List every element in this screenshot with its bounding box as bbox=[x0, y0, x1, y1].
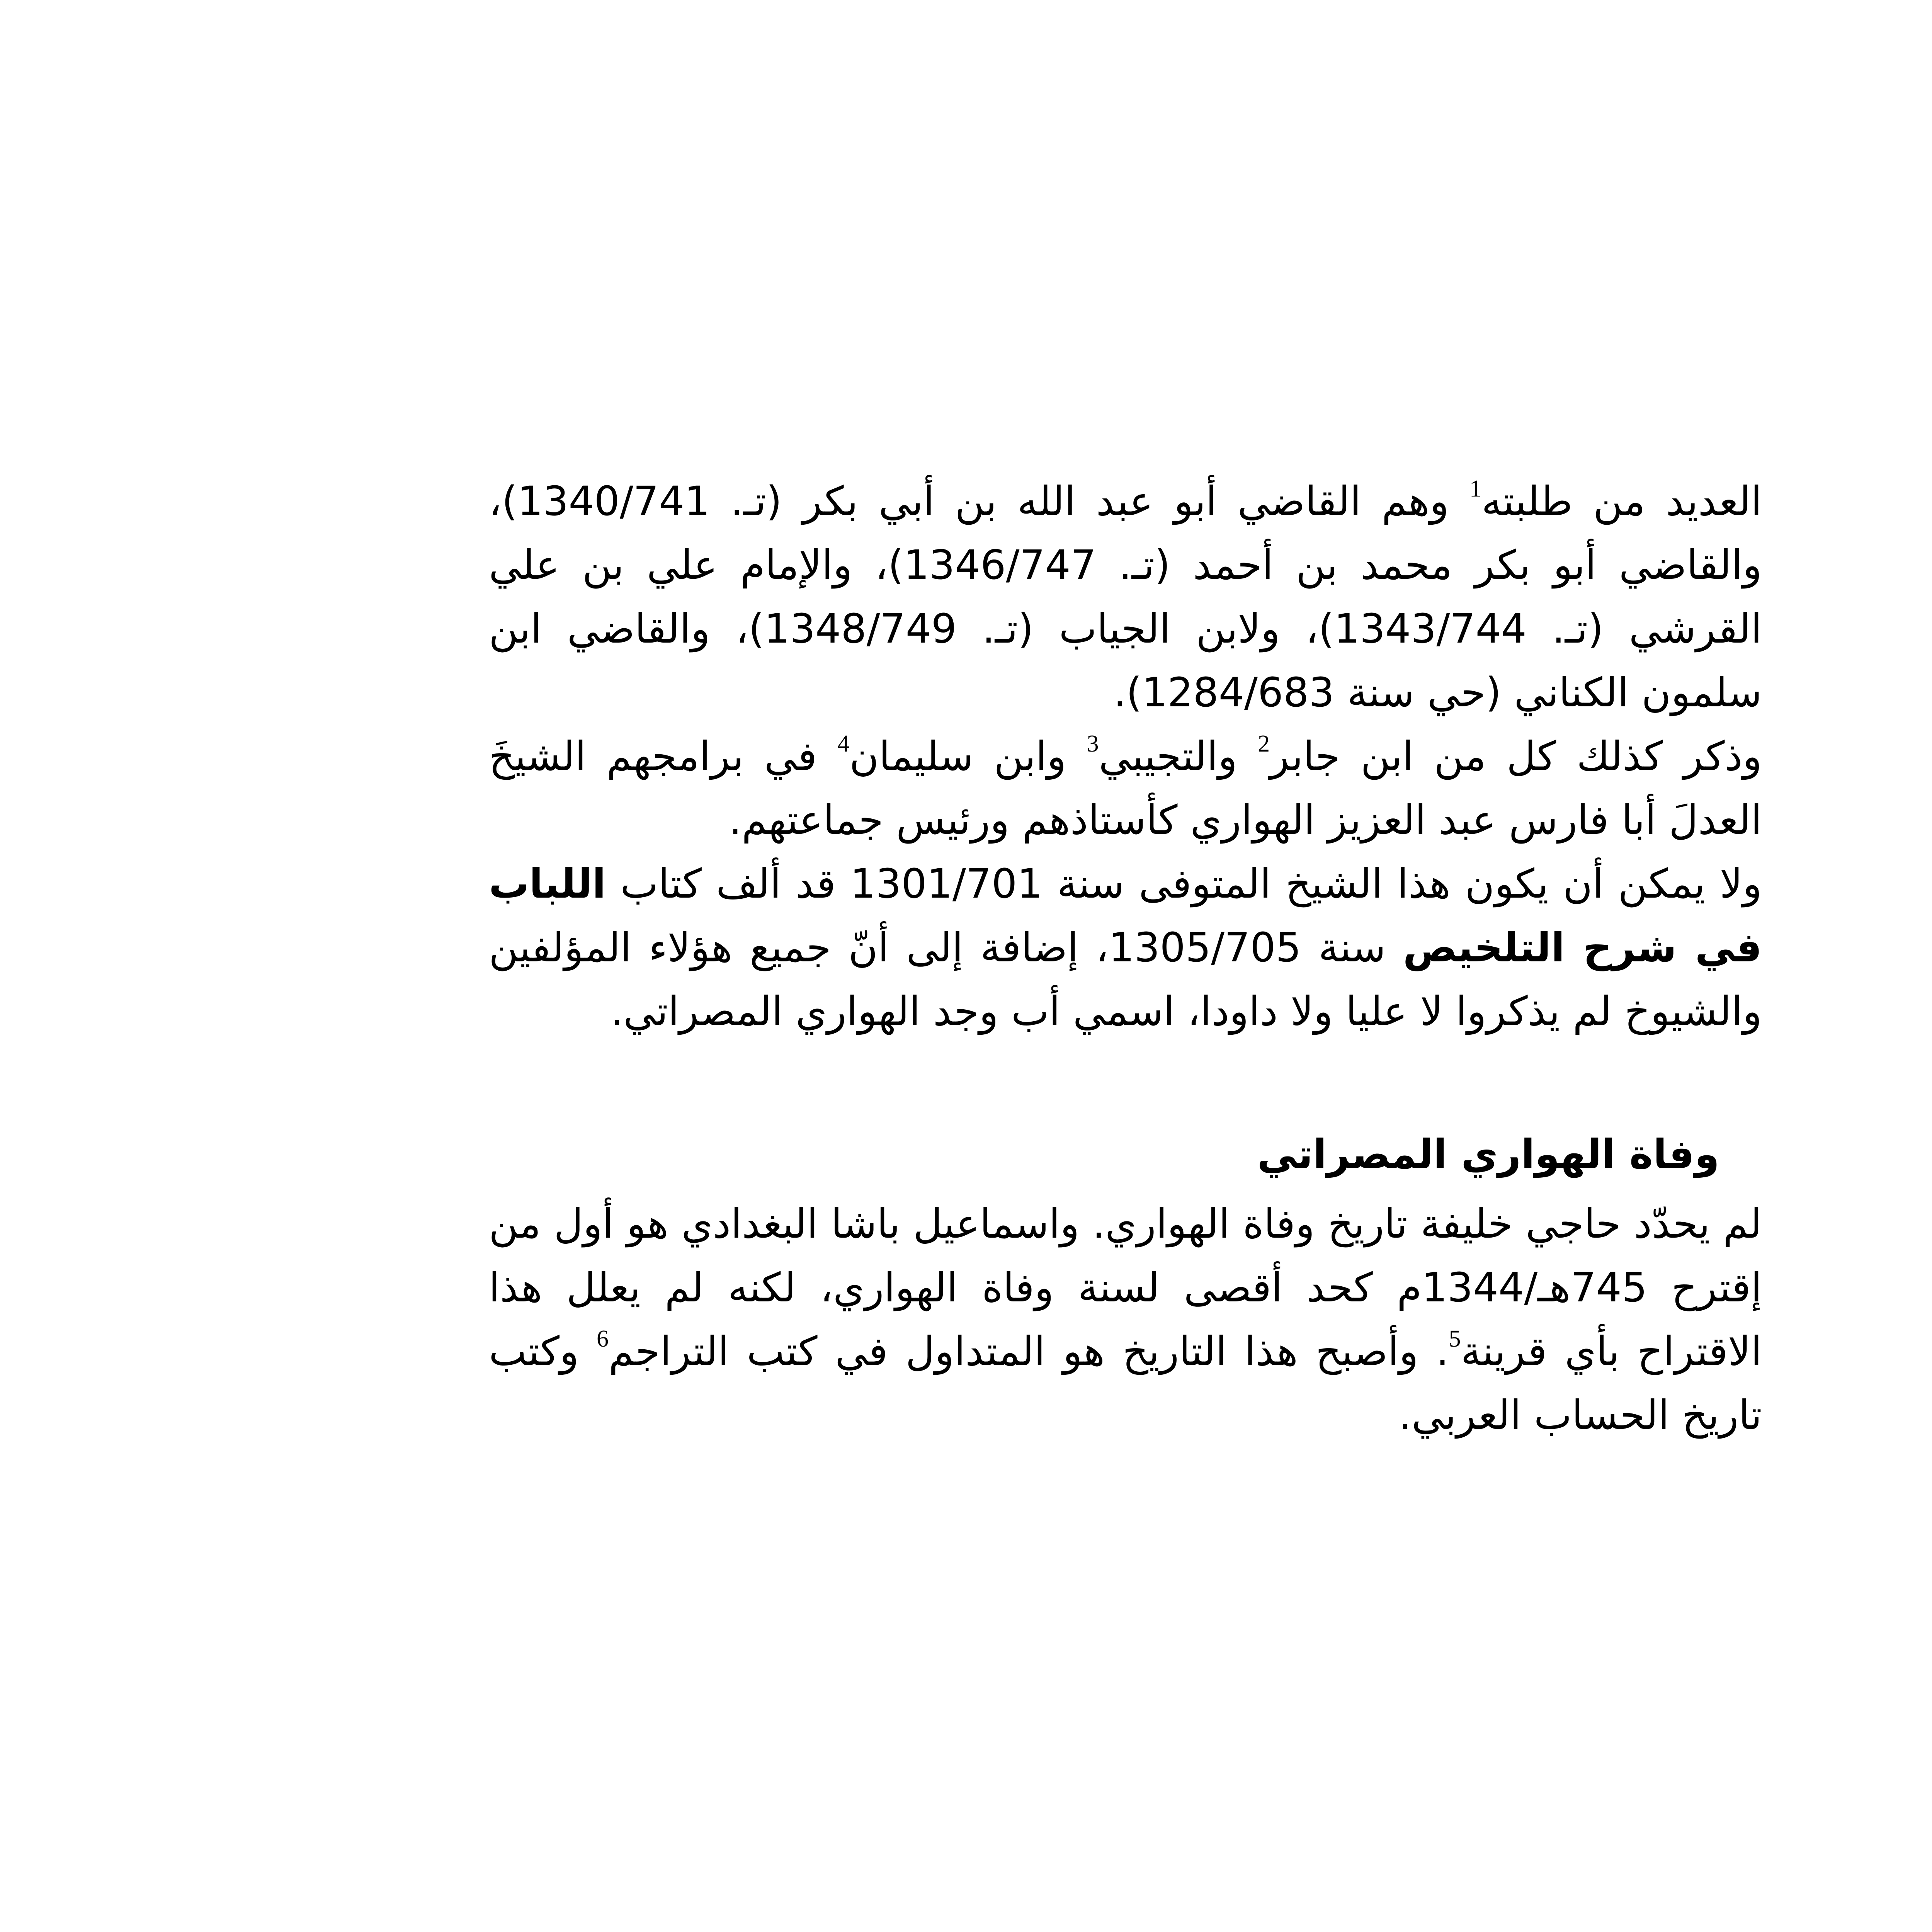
bold-title: اللباب في شرح التلخيص bbox=[489, 860, 1762, 971]
section-heading: وفاة الهواري المصراتي bbox=[1257, 1131, 1719, 1178]
text-run: وهم القاضي أبو عبد الله بن أبي بكر (تـ. 1340/741)، والقاضي أبو بكر محمد بن أحمد (تـ. 1346/747)، والإمام علي بن علي القرشي (تـ. 1343/744)، ولابن الجياب (تـ. 1348/749)، والقاضي ابن سلمون الكناني (حي سنة 1284/683). bbox=[489, 478, 1762, 716]
paragraph bbox=[489, 1192, 1762, 1447]
text-run: لم يحدّد حاجي خليفة تاريخ وفاة الهواري. واسماعيل باشا البغدادي هو أول من إقترح 745هـ/1344م كحد أقصى لسنة وفاة الهواري، لكنه لم يعلل هذا الاقتراح بأي قرينة bbox=[489, 1200, 1762, 1375]
text-run: العديد من طلبته bbox=[1481, 478, 1762, 525]
footnote-ref[interactable]: 2 bbox=[1258, 731, 1270, 757]
text-run: سنة 1305/705، إضافة إلى أنّ جميع هؤلاء المؤلفين والشيوخ لم يذكروا لا عليا ولا داودا، اسمي أب وجد الهواري المصراتي. bbox=[489, 924, 1762, 1035]
section-2-body bbox=[489, 1192, 1762, 1447]
footnote-ref[interactable]: 6 bbox=[597, 1326, 609, 1352]
footnote-ref[interactable]: 4 bbox=[837, 731, 850, 757]
paragraph bbox=[489, 469, 1762, 724]
text-run: . وأصبح هذا التاريخ هو المتداول في كتب التراجم bbox=[609, 1328, 1449, 1375]
text-run: وابن سليمان bbox=[849, 733, 1087, 780]
text-run: وكتب تاريخ الحساب العربي. bbox=[489, 1328, 1762, 1439]
footnote-ref[interactable]: 3 bbox=[1087, 731, 1099, 757]
footnote-ref[interactable]: 5 bbox=[1449, 1326, 1461, 1352]
paragraph bbox=[489, 852, 1762, 1043]
text-run: ولا يمكن أن يكون هذا الشيخ المتوفى سنة 1301/701 قد ألف كتاب bbox=[606, 860, 1762, 907]
text-run: والتجيبي bbox=[1099, 733, 1258, 780]
paragraph bbox=[489, 724, 1762, 852]
text-run: وذكر كذلك كل من ابن جابر bbox=[1270, 733, 1762, 780]
text-run: في برامجهم الشيخَ العدلَ أبا فارس عبد العزيز الهواري كأستاذهم ورئيس جماعتهم. bbox=[489, 733, 1762, 844]
footnote-ref[interactable]: 1 bbox=[1469, 476, 1482, 502]
section-1-body bbox=[489, 469, 1762, 1043]
